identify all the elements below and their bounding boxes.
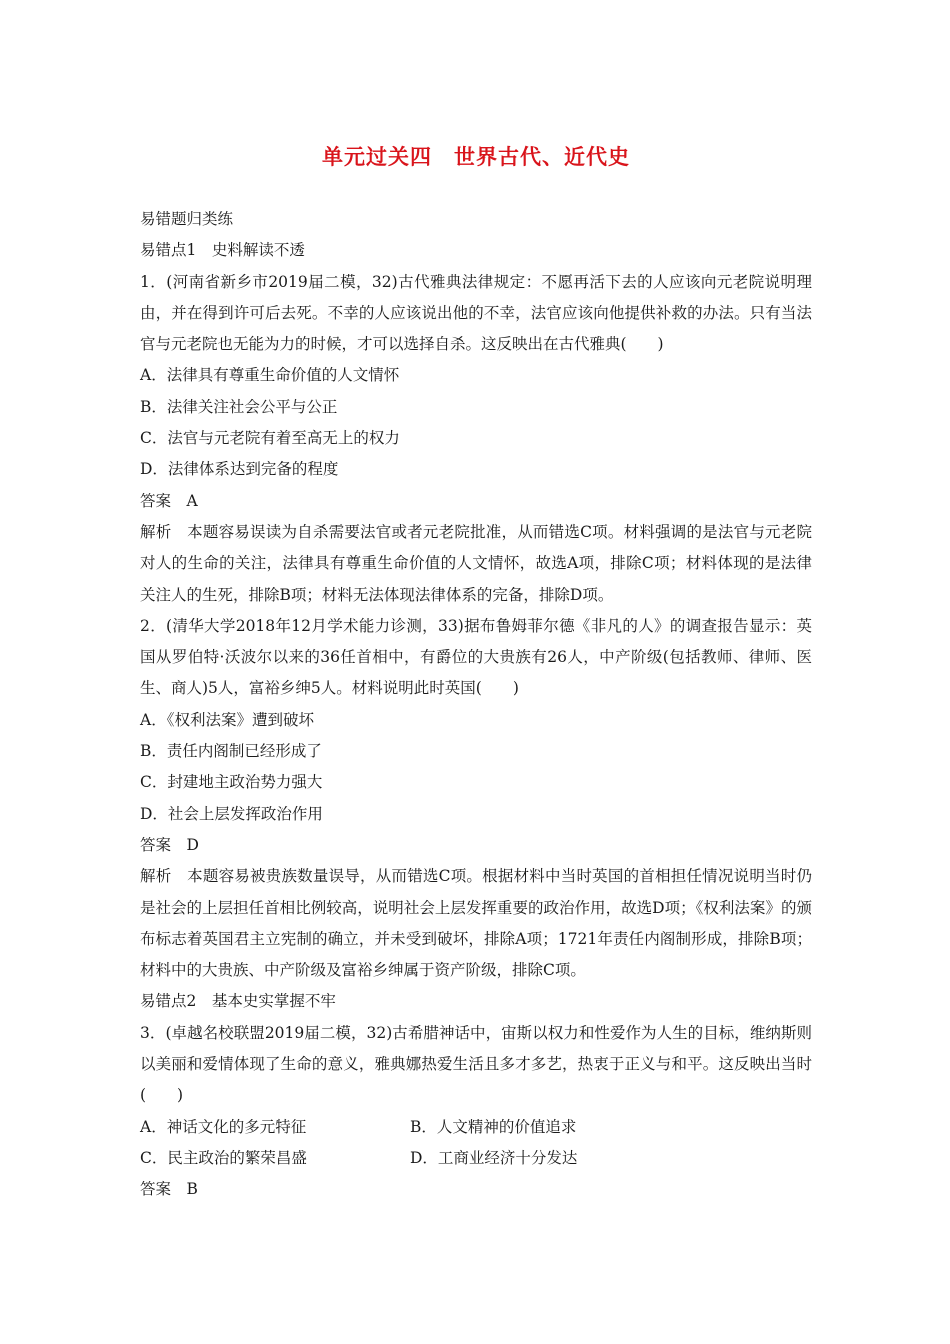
option-b: B．人文精神的价值追求 <box>410 1117 577 1136</box>
answer: 答案 A <box>140 491 198 510</box>
option-d: D．社会上层发挥政治作用 <box>140 804 323 823</box>
question-1 <box>140 267 812 611</box>
question-3 <box>140 1018 812 1206</box>
option-b: B．法律关注社会公平与公正 <box>140 397 338 416</box>
options-row-2 <box>140 1143 812 1174</box>
option-d: D．法律体系达到完备的程度 <box>140 460 339 479</box>
section-heading: 易错题归类练 <box>140 210 234 228</box>
answer: 答案 B <box>140 1180 198 1199</box>
answer: 答案 D <box>140 835 199 854</box>
option-a: A．《权利法案》遭到破坏 <box>140 710 314 729</box>
option-a: A．法律具有尊重生命价值的人文情怀 <box>140 366 400 385</box>
page-title: 单元过关四 世界古代、近代史 <box>322 144 630 169</box>
document-page <box>140 140 812 1206</box>
question-stem: 3．(卓越名校联盟2019届二模，32)古希腊神话中，宙斯以权力和性爱作为人生的目标，维纳斯则以美丽和爱情体现了生命的意义，雅典娜热爱生活且多才多艺，热衷于正义与和平。这反映出当时( ) <box>140 1023 812 1105</box>
analysis: 解析 本题容易误读为自杀需要法官或者元老院批准，从而错选C项。材料强调的是法官与元老院对人的生命的关注，法律具有尊重生命价值的人文情怀，故选A项，排除C项；材料体现的是法律关注人的生死，排除B项；材料无法体现法律体系的完备，排除D项。 <box>140 522 812 604</box>
option-c: C．法官与元老院有着至高无上的权力 <box>140 429 400 448</box>
option-c: C．民主政治的繁荣昌盛 <box>140 1148 307 1167</box>
error-point-heading-1: 易错点1 史料解读不透 <box>140 241 305 260</box>
option-a: A．神话文化的多元特征 <box>140 1117 307 1136</box>
options-row-1 <box>140 1112 812 1143</box>
analysis: 解析 本题容易被贵族数量误导，从而错选C项。根据材料中当时英国的首相担任情况说明当时仍是社会的上层担任首相比例较高，说明社会上层发挥重要的政治作用，故选D项；《权利法案》的颁布标志着英国君主立宪制的确立，并未受到破坏，排除A项；1721年责任内阁制形成，排除B项；材料中的大贵族、中产阶级及富裕乡绅属于资产阶级，排除C项。 <box>140 867 812 980</box>
question-2 <box>140 611 812 987</box>
option-c: C．封建地主政治势力强大 <box>140 773 323 792</box>
option-b: B．责任内阁制已经形成了 <box>140 742 322 761</box>
question-stem: 1．(河南省新乡市2019届二模，32)古代雅典法律规定：不愿再活下去的人应该向元老院说明理由，并在得到许可后去死。不幸的人应该说出他的不幸，法官应该向他提供补救的办法。只有当法官与元老院也无能为力的时候，才可以选择自杀。这反映出在古代雅典( ) <box>140 272 812 354</box>
error-point-heading-2: 易错点2 基本史实掌握不牢 <box>140 992 336 1011</box>
question-stem: 2．(清华大学2018年12月学术能力诊测，33)据布鲁姆菲尔德《非凡的人》的调查报告显示：英国从罗伯特·沃波尔以来的36任首相中，有爵位的大贵族有26人，中产阶级(包括教师、律师、医生、商人)5人，富裕乡绅5人。材料说明此时英国( ) <box>140 616 812 698</box>
option-d: D．工商业经济十分发达 <box>410 1148 578 1167</box>
